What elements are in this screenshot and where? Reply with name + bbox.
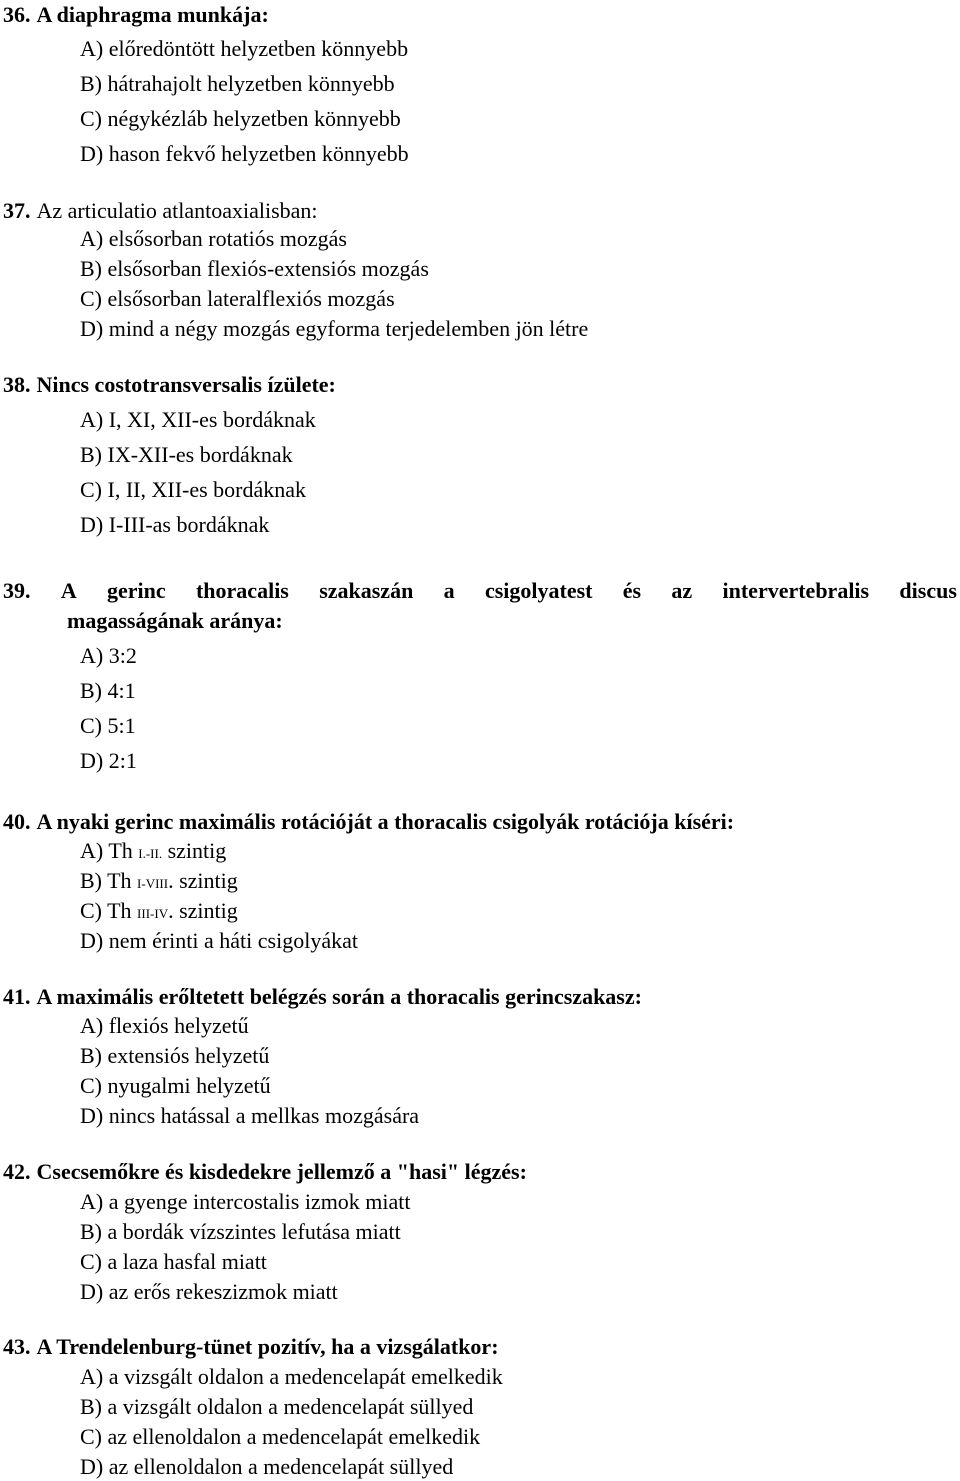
question-43-title: 43. A Trendelenburg-tünet pozitív, ha a vizsgálatkor: (3, 1334, 499, 1359)
q39-option-b: B) 4:1 (80, 678, 136, 703)
q40-option-a: A) Th I.-II. szintig (80, 838, 227, 863)
question-40-title: 40. A nyaki gerinc maximális rotációját a thoracalis csigolyák rotációja kíséri: (3, 809, 735, 834)
q37-option-c: C) elsősorban lateralflexiós mozgás (80, 286, 395, 311)
q39-option-c: C) 5:1 (80, 713, 136, 738)
q41-option-c: C) nyugalmi helyzetű (80, 1073, 271, 1098)
q42-option-b: B) a bordák vízszintes lefutása miatt (80, 1219, 401, 1244)
q43-option-c: C) az ellenoldalon a medencelapát emelkedik (80, 1424, 481, 1449)
q36-option-c: C) négykézláb helyzetben könnyebb (80, 106, 401, 131)
q40-option-c: C) Th III-IV. szintig (80, 898, 238, 923)
q40-option-b: B) Th I-VIII. szintig (80, 868, 238, 893)
question-41-title: 41. A maximális erőltetett belégzés során a thoracalis gerincszakasz: (3, 984, 642, 1009)
q36-option-a: A) előredöntött helyzetben könnyebb (80, 36, 409, 61)
q42-option-a: A) a gyenge intercostalis izmok miatt (80, 1189, 411, 1214)
q37-option-a: A) elsősorban rotatiós mozgás (80, 226, 347, 251)
q38-option-b: B) IX-XII-es bordáknak (80, 442, 293, 467)
question-38-title: 38. Nincs costotransversalis ízülete: (3, 372, 336, 397)
q37-option-d: D) mind a négy mozgás egyforma terjedelemben jön létre (80, 316, 589, 341)
question-39-title: 39. A gerinc thoracalis szakaszán a csigolyatest és az intervertebralis discus magasságának aránya: (3, 578, 957, 633)
question-36-title: 36. A diaphragma munkája: (3, 2, 269, 27)
q42-option-d: D) az erős rekeszizmok miatt (80, 1279, 338, 1304)
q38-option-c: C) I, II, XII-es bordáknak (80, 477, 307, 502)
q39-option-d: D) 2:1 (80, 748, 137, 773)
q37-option-b: B) elsősorban flexiós-extensiós mozgás (80, 256, 429, 281)
q36-option-d: D) hason fekvő helyzetben könnyebb (80, 141, 409, 166)
q40-option-d: D) nem érinti a háti csigolyákat (80, 928, 358, 953)
question-37-title: 37. Az articulatio atlantoaxialisban: (3, 198, 318, 223)
question-42-title: 42. Csecsemőkre és kisdedekre jellemző a "hasi" légzés: (3, 1159, 527, 1184)
q41-option-a: A) flexiós helyzetű (80, 1013, 249, 1038)
q38-option-a: A) I, XI, XII-es bordáknak (80, 407, 316, 432)
q38-option-d: D) I-III-as bordáknak (80, 512, 270, 537)
q43-option-b: B) a vizsgált oldalon a medencelapát süllyed (80, 1394, 474, 1419)
q39-option-a: A) 3:2 (80, 643, 137, 668)
q43-option-a: A) a vizsgált oldalon a medencelapát emelkedik (80, 1364, 503, 1389)
q41-option-b: B) extensiós helyzetű (80, 1043, 270, 1068)
q36-option-b: B) hátrahajolt helyzetben könnyebb (80, 71, 395, 96)
q43-option-d: D) az ellenoldalon a medencelapát süllyed (80, 1454, 454, 1479)
q42-option-c: C) a laza hasfal miatt (80, 1249, 267, 1274)
q41-option-d: D) nincs hatással a mellkas mozgására (80, 1103, 420, 1128)
